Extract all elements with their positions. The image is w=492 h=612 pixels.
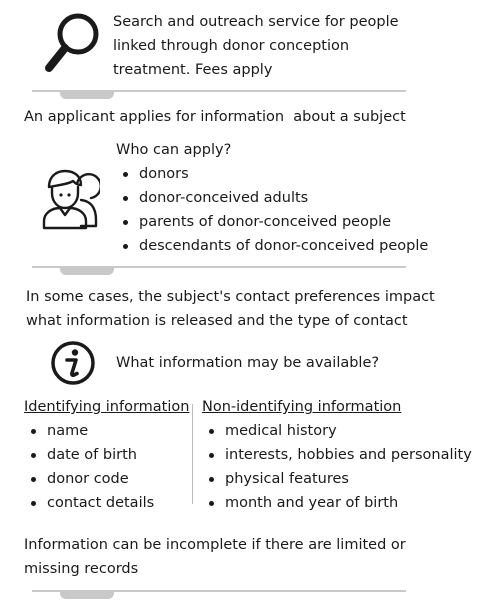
magnifying-glass-icon (42, 10, 102, 76)
list-item: name (25, 419, 154, 443)
who-list (117, 162, 428, 258)
info-icon (50, 340, 96, 386)
list-item: physical features (203, 467, 472, 491)
column-separator (192, 404, 193, 504)
preferences-line-1: In some cases, the subject's contact preferences impact (26, 289, 435, 305)
intro-line-2: linked through donor conception (113, 38, 350, 54)
who-heading: Who can apply? (116, 142, 232, 158)
divider-tab (60, 592, 114, 599)
intro-text (113, 10, 413, 82)
identifying-heading: Identifying information (24, 399, 190, 415)
intro-line-1: Search and outreach service for people (113, 14, 399, 30)
list-item: date of birth (25, 443, 154, 467)
list-item: descendants of donor-conceived people (117, 234, 428, 258)
available-heading: What information may be available? (116, 355, 380, 371)
people-icon (40, 168, 100, 230)
list-item: parents of donor-conceived people (117, 210, 428, 234)
non-identifying-heading: Non-identifying information (202, 399, 402, 415)
list-item: donor code (25, 467, 154, 491)
intro-line-3: treatment. Fees apply (113, 62, 273, 78)
records-line-2: missing records (24, 561, 139, 577)
non-identifying-list (203, 419, 472, 515)
list-item: medical history (203, 419, 472, 443)
preferences-line-2: what information is released and the type of contact (26, 313, 408, 329)
list-item: month and year of birth (203, 491, 472, 515)
preferences-text (26, 285, 486, 333)
divider-tab (60, 268, 114, 275)
divider-tab (60, 92, 114, 99)
records-line-1: Information can be incomplete if there are limited or (24, 537, 406, 553)
list-item: contact details (25, 491, 154, 515)
list-item: interests, hobbies and personality (203, 443, 472, 467)
identifying-list (25, 419, 154, 515)
apply-text: An applicant applies for information about a subject (24, 109, 406, 125)
list-item: donors (117, 162, 428, 186)
records-text (24, 533, 484, 581)
list-item: donor-conceived adults (117, 186, 428, 210)
